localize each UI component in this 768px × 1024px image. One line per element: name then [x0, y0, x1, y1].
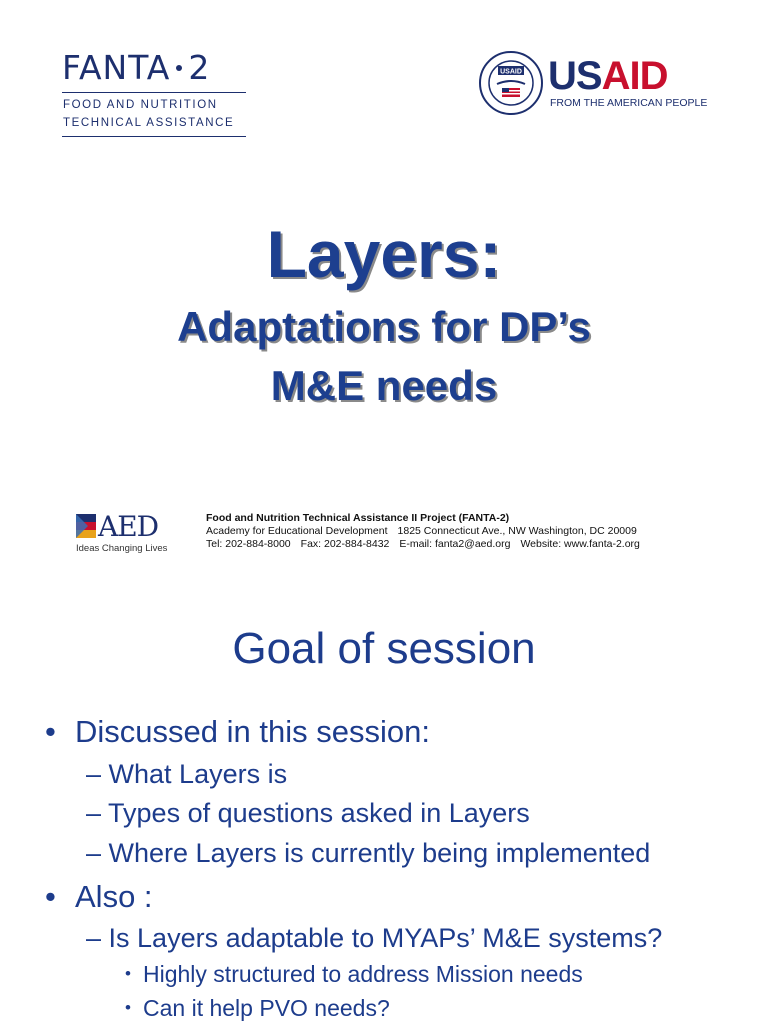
list-item: – Is Layers adaptable to MYAPs’ M&E systems?: [86, 923, 663, 953]
aed-tagline: Ideas Changing Lives: [76, 543, 168, 554]
list-item: – Types of questions asked in Layers: [86, 798, 530, 828]
fanta-tagline-1: FOOD AND NUTRITION: [63, 99, 218, 111]
contact-address: 1825 Connecticut Ave., NW Washington, DC 20009: [397, 525, 637, 537]
list-item: • Highly structured to address Mission needs: [125, 961, 583, 987]
usaid-logo: [478, 50, 708, 118]
contact-info: [206, 512, 640, 551]
contact-email[interactable]: E-mail: fanta2@aed.org: [399, 538, 511, 550]
aed-logo: [76, 510, 176, 560]
svg-text:USAID: USAID: [500, 68, 522, 76]
fanta-divider-bottom: [62, 136, 246, 137]
contact-org: Academy for Educational Development: [206, 525, 388, 537]
goal-title: Goal of session: [232, 624, 536, 673]
list-item: – What Layers is: [86, 759, 288, 789]
usaid-wordmark: USAID: [548, 54, 668, 98]
aed-flag-icon: [76, 514, 96, 538]
bullet-dot-icon: •: [45, 714, 56, 749]
contact-address-line: [206, 525, 640, 538]
fanta-tagline-2: TECHNICAL ASSISTANCE: [63, 117, 235, 129]
contact-phone-line: [206, 538, 640, 551]
slide-subtitle-line-2: M&E needs: [270, 362, 498, 409]
fanta-divider-top: [62, 92, 246, 93]
list-item: • Can it help PVO needs?: [125, 995, 390, 1021]
aed-wordmark: AED: [98, 510, 159, 543]
bullet-dot-icon: •: [125, 964, 131, 983]
contact-website[interactable]: Website: www.fanta-2.org: [520, 538, 640, 550]
contact-fax: Fax: 202-884-8432: [300, 538, 390, 550]
slide-title: Layers:: [266, 217, 502, 291]
usaid-tagline: FROM THE AMERICAN PEOPLE: [550, 97, 708, 109]
fanta-wordmark: FANTA 2: [62, 48, 211, 87]
usaid-seal-icon: [478, 50, 544, 116]
contact-project: Food and Nutrition Technical Assistance II Project (FANTA-2): [206, 512, 510, 524]
bullet-dot-icon: •: [125, 998, 131, 1017]
contact-tel: Tel: 202-884-8000: [206, 538, 291, 550]
slide-subtitle-line-1: Adaptations for DP’s: [177, 303, 591, 350]
bullet-also: • Also :: [45, 879, 153, 914]
list-item: – Where Layers is currently being implemented: [86, 838, 651, 868]
fanta-logo: [62, 48, 252, 140]
bullet-dot-icon: •: [45, 879, 56, 914]
bullet-discussed: • Discussed in this session:: [45, 714, 430, 749]
